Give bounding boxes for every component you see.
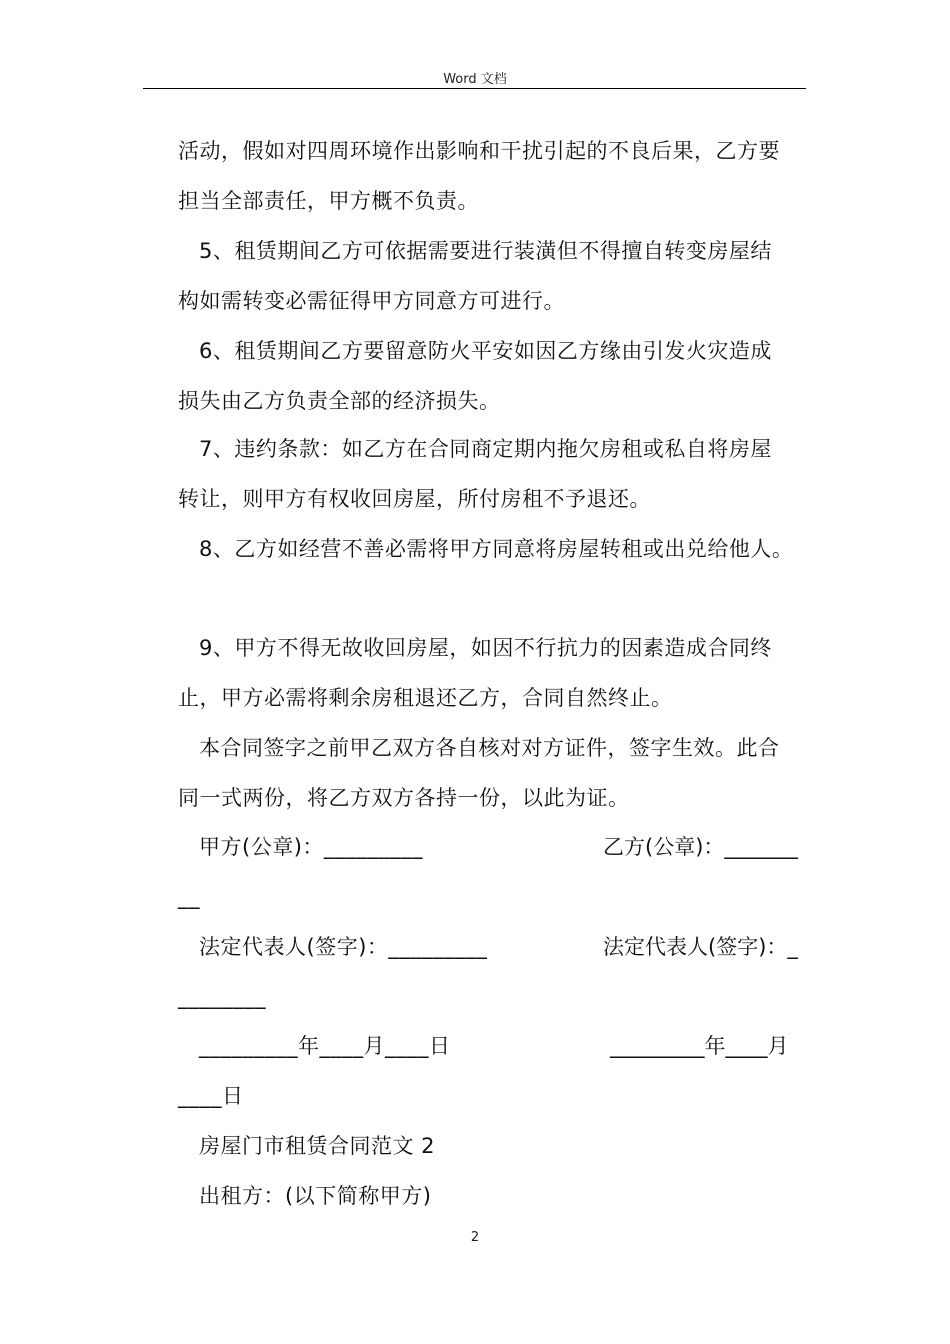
clause-9-line: 9、甲方不得无故收回房屋，如因不行抗力的因素造成合同终 <box>199 636 772 660</box>
date-a: _________年____月____日 <box>199 1034 451 1058</box>
clause-7-line: 7、违约条款：如乙方在合同商定期内拖欠房租或私自将房屋 <box>199 437 772 461</box>
party-b-seal: 乙方(公章)：_______ <box>603 835 798 859</box>
date-b: _________年____月 <box>610 1034 789 1058</box>
clause-6-line: 6、租赁期间乙方要留意防火平安如因乙方缘由引发火灾造成 <box>199 339 772 363</box>
clause-8-line: 8、乙方如经营不善必需将甲方同意将房屋转租或出兑给他人。 <box>199 537 794 561</box>
party-a-seal: 甲方(公章)：_________ <box>199 835 423 859</box>
paragraph-line: 同一式两份，将乙方双方各持一份，以此为证。 <box>178 786 630 810</box>
clause-5-line: 5、租赁期间乙方可依据需要进行装潢但不得擅自转变房屋结 <box>199 239 772 263</box>
page-header-title: Word 文档 <box>443 72 507 87</box>
paragraph-line: 转让，则甲方有权收回房屋，所付房租不予退还。 <box>178 487 651 511</box>
date-b-cont: ____日 <box>178 1084 244 1108</box>
lessor-line: 出租方：(以下简称甲方) <box>199 1184 432 1208</box>
paragraph-line: 活动，假如对四周环境作出影响和干扰引起的不良后果，乙方要 <box>178 139 780 163</box>
paragraph-line: 止，甲方必需将剩余房租退还乙方，合同自然终止。 <box>178 686 673 710</box>
next-section-title: 房屋门市租赁合同范文 2 <box>199 1134 436 1158</box>
paragraph-line: 担当全部责任，甲方概不负责。 <box>178 189 479 213</box>
paragraph-line: 构如需转变必需征得甲方同意方可进行。 <box>178 289 565 313</box>
header-divider <box>143 88 806 89</box>
rep-b-signature-cont: ________ <box>178 985 266 1009</box>
closing-paragraph-line: 本合同签字之前甲乙双方各自核对对方证件，签字生效。此合 <box>199 736 780 760</box>
paragraph-line: 损失由乙方负责全部的经济损失。 <box>178 389 501 413</box>
rep-b-signature: 法定代表人(签字)：_ <box>603 935 798 959</box>
rep-a-signature: 法定代表人(签字)：_________ <box>199 935 488 959</box>
party-b-seal-cont: __ <box>178 885 200 909</box>
page-number: 2 <box>470 1230 480 1245</box>
